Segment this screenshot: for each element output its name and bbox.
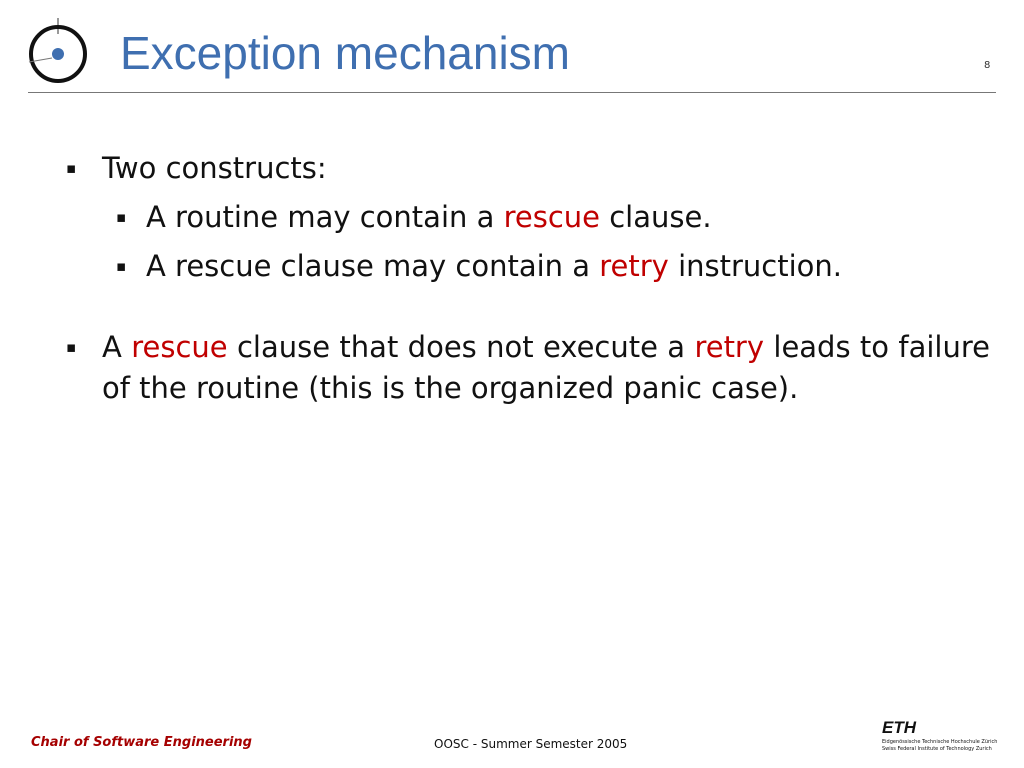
keyword-retry: retry — [599, 249, 669, 283]
sub-bullet-text: A routine may contain a — [146, 200, 504, 234]
bullet-icon: ▪ — [66, 159, 77, 177]
slide-title: Exception mechanism — [120, 27, 570, 79]
bullet-icon: ▪ — [66, 338, 77, 356]
eth-line-english: Swiss Federal Institute of Technology Zurich — [882, 746, 992, 752]
bullet-text: Two constructs: — [102, 151, 327, 185]
bullet-text: leads to failure of the routine (this is the organized panic case). — [102, 330, 990, 405]
bullet-text: A — [102, 330, 132, 364]
footer-chair-name: Chair of Software Engineering — [31, 735, 252, 750]
slide-content — [60, 148, 990, 409]
bullet-icon: ▪ — [116, 257, 127, 275]
eth-logo — [880, 718, 996, 754]
eth-wordmark: ETH — [882, 718, 916, 737]
bullet-text: clause that does not execute a — [227, 330, 695, 364]
bullet-icon: ▪ — [116, 208, 127, 226]
sub-bullet-1 — [60, 197, 990, 238]
page-number: 8 — [984, 60, 991, 71]
chair-logo-icon — [24, 18, 90, 88]
sub-bullet-text: instruction. — [668, 249, 843, 283]
bullet-point-2 — [60, 327, 990, 409]
bullet-point-1 — [60, 148, 990, 189]
sub-bullet-text: A rescue clause may contain a — [146, 249, 600, 283]
eth-line-german: Eidgenössische Technische Hochschule Zürich — [882, 739, 998, 745]
keyword-rescue: rescue — [503, 200, 600, 234]
keyword-retry: retry — [694, 330, 765, 364]
title-divider — [28, 92, 996, 93]
sub-bullet-text: clause. — [600, 200, 712, 234]
keyword-rescue: rescue — [131, 330, 228, 364]
footer-course-label: OOSC - Summer Semester 2005 — [434, 737, 628, 751]
sub-bullet-2 — [60, 246, 990, 287]
